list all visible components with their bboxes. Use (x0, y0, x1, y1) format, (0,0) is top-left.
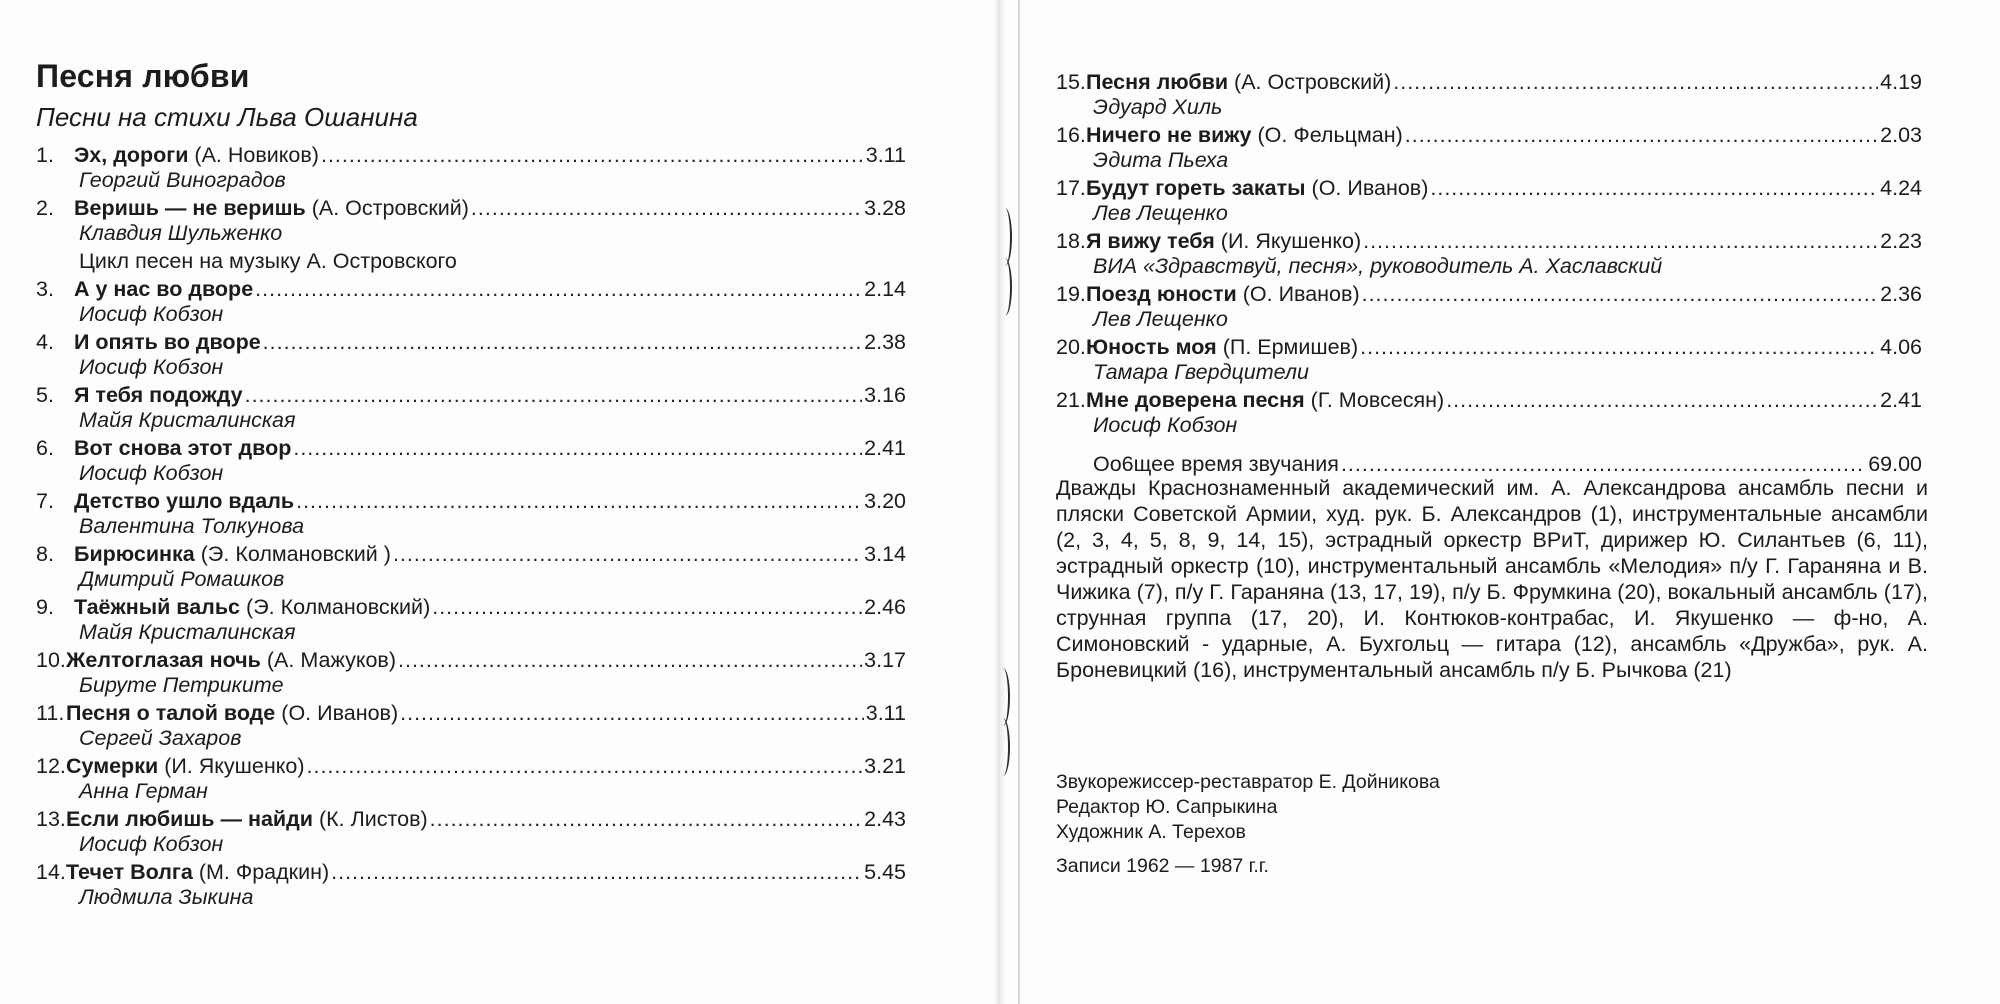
track-line (36, 754, 906, 779)
track-duration: 2.36 (1880, 282, 1922, 306)
track-title: Бирюсинка (74, 542, 195, 566)
track-item (1056, 388, 1922, 438)
track-line (36, 489, 906, 514)
dot-leader (263, 330, 862, 355)
dot-leader (307, 754, 863, 779)
track-title: Будут гореть закаты (1086, 176, 1306, 200)
track-number: 7. (36, 489, 54, 513)
track-line (1056, 335, 1922, 360)
track-composer: (Г. Мовсесян) (1310, 388, 1445, 412)
dot-leader (471, 196, 862, 221)
track-duration: 3.28 (864, 196, 906, 220)
track-composer: (А. Островский) (311, 196, 469, 220)
track-duration: 2.38 (864, 330, 906, 354)
dot-leader (255, 277, 862, 302)
track-composer: (А. Новиков) (194, 143, 319, 167)
track-performer: Людмила Зыкина (79, 885, 254, 909)
track-number: 5. (36, 383, 54, 407)
track-line (36, 701, 906, 726)
track-number: 12. (36, 754, 66, 778)
track-item (1056, 123, 1922, 173)
dot-leader (393, 542, 862, 567)
track-number: 19. (1056, 282, 1086, 306)
track-item (36, 595, 906, 645)
track-duration: 3.21 (864, 754, 906, 778)
booklet-edge (1018, 0, 1020, 1004)
track-composer: (О. Фельцман) (1257, 123, 1403, 147)
track-number: 16. (1056, 123, 1086, 147)
track-item (1056, 229, 1922, 279)
track-duration: 4.24 (1880, 176, 1922, 200)
dot-leader (331, 860, 862, 885)
track-duration: 4.19 (1880, 70, 1922, 94)
track-number: 2. (36, 196, 54, 220)
track-duration: 3.11 (865, 701, 906, 725)
track-performer: Иосиф Кобзон (79, 355, 224, 379)
track-performer: Валентина Толкунова (79, 514, 305, 538)
cycle-note: Цикл песен на музыку А. Островского (79, 249, 457, 273)
track-title: Веришь — не веришь (74, 196, 306, 220)
track-line (36, 196, 906, 221)
artist-credit: Художник А. Терехов (1056, 821, 1246, 843)
staple-mark (998, 258, 1012, 316)
track-composer: (О. Иванов) (1311, 176, 1429, 200)
track-number: 15. (1056, 70, 1086, 94)
track-performer: Лев Лещенко (1093, 201, 1228, 225)
track-number: 3. (36, 277, 54, 301)
track-composer: (И. Якушенко) (1220, 229, 1362, 253)
track-line (36, 648, 906, 673)
track-number: 13. (36, 807, 66, 831)
track-composer: (О. Иванов) (281, 701, 399, 725)
track-number: 4. (36, 330, 54, 354)
track-number: 10. (36, 648, 66, 672)
track-performer: Бируте Петриките (79, 673, 284, 697)
track-number: 20. (1056, 335, 1086, 359)
track-line (36, 860, 906, 885)
track-title: Я вижу тебя (1086, 229, 1215, 253)
track-item (36, 436, 906, 486)
track-duration: 5.45 (864, 860, 906, 884)
track-title: Ничего не вижу (1086, 123, 1252, 147)
track-composer: (М. Фрадкин) (198, 860, 330, 884)
track-list-right (1056, 70, 1922, 477)
dot-leader (296, 489, 862, 514)
track-number: 21. (1056, 388, 1086, 412)
album-subtitle: Песни на стихи Льва Ошанина (36, 102, 418, 132)
track-duration: 3.11 (865, 143, 906, 167)
track-composer: (П. Ермишев) (1222, 335, 1359, 359)
track-line (1056, 123, 1922, 148)
booklet-fold (995, 0, 1005, 1004)
track-line (1056, 282, 1922, 307)
track-performer: Клавдия Шульженко (79, 221, 283, 245)
track-item (1056, 335, 1922, 385)
track-item (36, 196, 906, 246)
track-composer: (Э. Колмановский) (246, 595, 431, 619)
track-line (1056, 176, 1922, 201)
track-line (36, 436, 906, 461)
dot-leader (1362, 282, 1879, 307)
track-item (36, 330, 906, 380)
track-performer: Иосиф Кобзон (79, 832, 224, 856)
track-item (1056, 70, 1922, 120)
track-performer: Эдита Пьеха (1093, 148, 1229, 172)
track-item (36, 489, 906, 539)
track-line (36, 143, 906, 168)
track-item (36, 143, 906, 193)
total-time: 69.00 (1868, 452, 1922, 476)
track-performer: Дмитрий Ромашков (79, 567, 285, 591)
track-performer: Иосиф Кобзон (1093, 413, 1238, 437)
recording-years: Записи 1962 — 1987 г.г. (1056, 855, 1269, 877)
track-line (36, 277, 906, 302)
track-duration: 2.41 (1880, 388, 1922, 412)
track-number: 17. (1056, 176, 1086, 200)
track-composer: (А. Мажуков) (266, 648, 397, 672)
track-number: 6. (36, 436, 54, 460)
dot-leader (1360, 335, 1878, 360)
dot-leader (321, 143, 864, 168)
dot-leader (1446, 388, 1878, 413)
track-title: Я тебя подожду (74, 383, 243, 407)
track-duration: 2.23 (1880, 229, 1922, 253)
album-title: Песня любви (36, 58, 250, 94)
track-performer: Эдуард Хиль (1093, 95, 1223, 119)
track-number: 8. (36, 542, 54, 566)
production-staff (1056, 770, 1440, 845)
track-performer: Георгий Виноградов (79, 168, 286, 192)
dot-leader (1405, 123, 1878, 148)
track-composer: (И. Якушенко) (164, 754, 305, 778)
track-performer: Майя Кристалинская (79, 620, 296, 644)
track-duration: 2.46 (864, 595, 906, 619)
track-line (36, 595, 906, 620)
track-number: 18. (1056, 229, 1086, 253)
track-item (36, 277, 906, 327)
track-composer: (Э. Колмановский ) (200, 542, 391, 566)
performers-credits: Дважды Краснознаменный академический им. А. Александрова ансамбль песни и пляски Советской Армии, худ. рук. Б. Александров (1), инструментальные ансамбли (2, 3, 4, 5, 8, 9, 14, 15), эстрадный оркестр ВРиТ, дирижер Ю. Силантьев (6, 11), эстрадный оркестр (10), инструментальный ансамбль «Мелодия» п/у Г. Гараняна и В. Чижика (7), п/у Г. Гараняна (13, 17, 19), п/у Б. Фрумкина (20), вокальный ансамбль (17), струнная группа (17, 20), И. Контюков-контрабас, И. Якушенко — ф-но, А. Симоновский - ударные, А. Бухгольц — гитара (12), ансамбль «Дружба», рук. А. Броневицкий (16), инструментальный ансамбль п/у Б. Рычкова (21) (1056, 476, 1928, 682)
track-duration: 3.14 (864, 542, 906, 566)
track-duration: 3.20 (864, 489, 906, 513)
track-title: Песня о талой воде (66, 701, 276, 725)
sound-engineer-credit: Звукорежиссер-реставратор Е. Дойникова (1056, 771, 1440, 793)
track-item (36, 860, 906, 910)
track-performer: Тамара Гвердцители (1093, 360, 1309, 384)
staple-mark (996, 718, 1010, 776)
dot-leader (1341, 452, 1866, 477)
track-duration: 4.06 (1880, 335, 1922, 359)
track-title: А у нас во дворе (74, 277, 254, 301)
dot-leader (1430, 176, 1878, 201)
track-line (36, 807, 906, 832)
dot-leader (400, 701, 864, 726)
track-number: 1. (36, 143, 54, 167)
track-line (1056, 388, 1922, 413)
track-title: Мне доверена песня (1086, 388, 1305, 412)
track-duration: 2.14 (864, 277, 906, 301)
editor-credit: Редактор Ю. Сапрыкина (1056, 796, 1278, 818)
dot-leader (293, 436, 862, 461)
track-number: 9. (36, 595, 54, 619)
track-line (36, 542, 906, 567)
track-title: Сумерки (66, 754, 159, 778)
track-title: Поезд юности (1086, 282, 1237, 306)
track-title: Детство ушло вдаль (74, 489, 295, 513)
track-performer: Иосиф Кобзон (79, 302, 224, 326)
track-item (36, 754, 906, 804)
dot-leader (398, 648, 862, 673)
track-title: Течет Волга (66, 860, 193, 884)
track-performer: Лев Лещенко (1093, 307, 1228, 331)
track-composer: (А. Островский) (1234, 70, 1392, 94)
track-performer: Анна Герман (79, 779, 208, 803)
track-item (36, 383, 906, 433)
track-title: Таёжный вальс (74, 595, 241, 619)
total-label: Оо6щее время звучания (1093, 452, 1339, 476)
track-performer: Иосиф Кобзон (79, 461, 224, 485)
dot-leader (432, 595, 862, 620)
track-duration: 3.16 (864, 383, 906, 407)
dot-leader (430, 807, 862, 832)
track-performer: Майя Кристалинская (79, 408, 296, 432)
track-title: Юность моя (1086, 335, 1217, 359)
track-duration: 3.17 (864, 648, 906, 672)
track-item (1056, 176, 1922, 226)
dot-leader (1393, 70, 1878, 95)
track-title: И опять во дворе (74, 330, 261, 354)
track-composer: (К. Листов) (319, 807, 428, 831)
total-duration-line (1056, 452, 1922, 477)
track-line (1056, 70, 1922, 95)
track-number: 11. (36, 701, 65, 725)
track-list-left (36, 143, 906, 913)
track-line (1056, 229, 1922, 254)
track-line (36, 330, 906, 355)
dot-leader (245, 383, 863, 408)
track-item (36, 807, 906, 857)
track-duration: 2.41 (864, 436, 906, 460)
track-title: Если любишь — найди (66, 807, 313, 831)
track-title: Вот снова этот двор (74, 436, 292, 460)
track-title: Песня любви (1086, 70, 1229, 94)
track-item (36, 648, 906, 698)
track-performer: ВИА «Здравствуй, песня», руководитель А. Хаславский (1093, 254, 1663, 278)
track-composer: (О. Иванов) (1242, 282, 1360, 306)
track-item (36, 542, 906, 592)
track-duration: 2.03 (1880, 123, 1922, 147)
track-item (1056, 282, 1922, 332)
track-item (36, 701, 906, 751)
track-line (36, 383, 906, 408)
track-title: Эх, дороги (74, 143, 189, 167)
track-performer: Сергей Захаров (79, 726, 242, 750)
track-title: Желтоглазая ночь (66, 648, 261, 672)
track-duration: 2.43 (864, 807, 906, 831)
dot-leader (1363, 229, 1878, 254)
track-number: 14. (36, 860, 66, 884)
